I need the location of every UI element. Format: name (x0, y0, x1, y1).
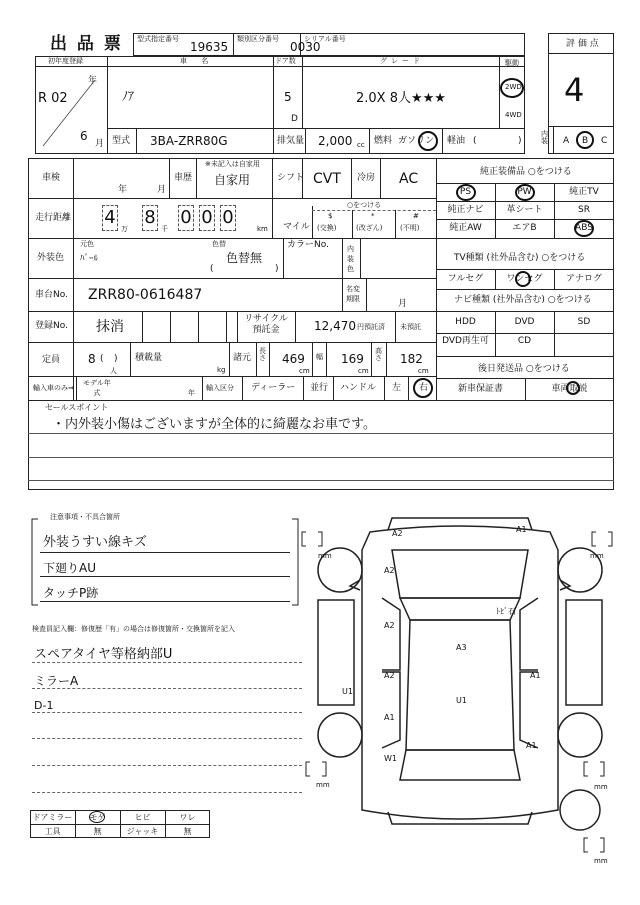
eval-score: 4 (564, 71, 585, 109)
name-change-label: 名変期限 (346, 285, 360, 303)
damage-mark: A2 (384, 566, 395, 575)
mm-label: mm (318, 552, 332, 560)
first-reg-slash (35, 66, 107, 154)
color-no-label: カラーNo. (287, 240, 329, 250)
chassis-value: ZRR80-0616487 (88, 287, 203, 303)
mileage-digit-4: 0 (199, 205, 215, 231)
mileage-km: km (257, 225, 268, 233)
tv-item: ワンセグ (506, 274, 543, 284)
after-item: 車両取説 (551, 384, 588, 394)
mileage-dollar: $ (328, 212, 333, 220)
mileage-hash: # (413, 212, 419, 220)
interior-c: C (601, 136, 608, 146)
parallel-option: 並行 (310, 383, 329, 393)
model-cert-no: 19635 (190, 40, 229, 54)
eval-label: 評 価 点 (566, 39, 599, 49)
damage-mark: U1 (456, 696, 467, 705)
load-kg: kg (217, 366, 226, 374)
equip-title: 純正装備品 ○をつける (480, 167, 572, 177)
width-cm: cm (358, 367, 369, 375)
inspector-title: 検査員記入欄：修復歴「有」の場合は修復箇所・交換箇所を記入 (32, 625, 235, 633)
mileage-man: 万 (121, 225, 128, 233)
nav-item: CD (517, 336, 532, 346)
equip-item: エアB (512, 223, 537, 233)
equip-circle (515, 184, 535, 201)
color-label: 外装色 (37, 253, 65, 263)
history-label: 車歴 (174, 173, 193, 183)
recycle-paid: 預託済 (364, 323, 385, 331)
damage-mark: U1 (342, 687, 353, 696)
capacity-unit: 人 (110, 367, 117, 375)
mileage-digit-3: 0 (178, 205, 194, 231)
damage-mark: A2 (384, 621, 395, 630)
fuel-circle (418, 131, 438, 151)
first-reg-month: 6 (80, 129, 88, 143)
model-year-suffix: 年 (188, 389, 195, 397)
length-value: 469 (282, 352, 305, 366)
model-cert-label: 型式指定番号 (137, 35, 179, 43)
height-label: 高さ (375, 347, 382, 362)
inspector-line-2: ミラーA (34, 674, 79, 688)
note-line-3: タッチP跡 (43, 586, 99, 600)
tv-item: フルセグ (447, 274, 484, 284)
type-label: 型式 (112, 136, 131, 146)
nav-item: DVD (514, 317, 535, 327)
diesel-label: 軽油 (447, 136, 466, 146)
tool-cell: ジャッキ (126, 827, 159, 836)
mileage-circle-note: ○をつける (347, 201, 382, 209)
orig-color-value: ﾊﾟｰﾙ (80, 254, 99, 264)
tv-circle (515, 271, 531, 287)
equip-item: ABS (575, 223, 593, 233)
interior-a: A (563, 136, 570, 146)
mirror-cell: ヒビ (134, 813, 151, 822)
width-label: 幅 (316, 353, 323, 361)
damage-mark: A1 (526, 741, 537, 750)
shift-label: シフト (277, 173, 305, 183)
equip-item: 純正AW (449, 223, 482, 233)
recycle-unpaid: 未預託 (400, 323, 421, 331)
handle-label: ハンドル (340, 383, 377, 393)
equip-item: 純正TV (569, 187, 599, 197)
interior-color-label: 内装色 (347, 245, 354, 273)
car-name: ﾉｱ (122, 89, 135, 103)
shaken-month: 月 (157, 185, 167, 195)
capacity-paren-open: ( (100, 354, 104, 364)
interior-label: 内装 (541, 130, 548, 145)
fuel-label: 燃料 (374, 136, 393, 146)
reg-value: 抹消 (96, 319, 124, 335)
equip-item: PS (459, 187, 472, 197)
doors-label: ドア数 (275, 57, 296, 65)
diesel-paren-close: ) (518, 136, 522, 146)
mm-label: mm (316, 781, 330, 789)
diesel-paren-open: ( (473, 136, 477, 146)
recycle-value: 12,470 (314, 319, 356, 333)
drive-2wd: 2WD (505, 83, 522, 91)
recycle-label: リサイクル預託金 (244, 314, 288, 335)
equip-circle (574, 220, 594, 237)
car-name-label: 車 名 (180, 57, 215, 65)
mileage-digit-5: 0 (220, 205, 236, 231)
damage-mark: W1 (384, 754, 397, 763)
first-reg-year-suffix: 年 (88, 76, 98, 86)
load-label: 積載量 (135, 353, 163, 363)
tool-cell: 無 (183, 827, 192, 836)
after-item: 新車保証書 (457, 384, 503, 394)
history-note: ※未記入は自家用 (205, 160, 260, 168)
equip-item: PW (517, 187, 532, 197)
orig-color-label: 元色 (80, 240, 94, 248)
grade-value: 2.0X 8人★★★ (356, 91, 446, 106)
nav-item: SD (577, 317, 591, 327)
type-value: 3BA-ZRR80G (150, 134, 228, 148)
handle-right: 右 (419, 383, 429, 393)
width-value: 169 (341, 352, 364, 366)
note-line-2: 下廻りAU (43, 561, 96, 575)
mirror-cell: モゲ (89, 813, 106, 822)
sales-label: セールスポイント (45, 403, 109, 412)
nav-item: DVD再生可 (442, 336, 489, 346)
chassis-label: 車台No. (35, 290, 68, 300)
drive-label: 駆動 (505, 59, 519, 67)
shaken-label: 車検 (42, 173, 61, 183)
inspector-line-3: D-1 (34, 699, 54, 712)
displacement-value: 2,000 (318, 134, 353, 148)
class-label: 類別区分番号 (237, 35, 279, 43)
mirror-cell: ワレ (179, 813, 196, 822)
displacement-label: 排気量 (277, 136, 305, 146)
mirror-circle (89, 811, 105, 823)
interior-b: B (582, 136, 589, 146)
shaken-year: 年 (118, 185, 128, 195)
fuel-gasoline: ガソリン (398, 136, 435, 146)
form-title: 出 品 票 (50, 34, 123, 54)
damage-mark: A2 (392, 529, 403, 538)
mile-label: マイル (283, 222, 310, 232)
tool-cell: 工具 (44, 827, 61, 836)
height-value: 182 (400, 352, 423, 366)
mileage-unknown: (不明) (400, 224, 420, 232)
damage-mark: A1 (384, 713, 395, 722)
height-cm: cm (418, 367, 429, 375)
handle-right-circle (413, 378, 433, 398)
repaint-paren-open: ( (210, 264, 214, 274)
damage-mark: A1 (530, 671, 541, 680)
first-reg-year: R 02 (38, 91, 68, 106)
after-title: 後日発送品 ○をつける (478, 364, 570, 374)
capacity-label: 定員 (42, 355, 61, 365)
sales-text: ・内外装小傷はございますが全体的に綺麗なお車です。 (52, 417, 376, 432)
class-no: 0030 (290, 40, 321, 54)
doors-value: 5 (284, 90, 292, 104)
damage-mark: A3 (456, 643, 467, 652)
damage-mark: A2 (384, 671, 395, 680)
import-label: 輸入車のみ⇒ (33, 384, 74, 392)
mirror-cell: ドアミラー (32, 813, 73, 822)
tool-cell: 無 (93, 827, 102, 836)
serial-label: シリアル番号 (304, 35, 346, 43)
equip-item: SR (578, 205, 590, 215)
model-year-label: モデル年式 (83, 379, 111, 397)
repaint-label: 色替 (212, 240, 226, 248)
ac-value: AC (399, 171, 419, 187)
mm-label: mm (594, 857, 608, 865)
history-value: 自家用 (214, 173, 251, 187)
tv-title: TV種類 (社外品含む) ○をつける (454, 253, 586, 263)
nav-title: ナビ種類 (社外品含む) ○をつける (454, 295, 592, 305)
dealer-option: ディーラー (251, 383, 296, 393)
recycle-unit: 円 (357, 323, 364, 331)
shift-value: CVT (313, 171, 341, 187)
mileage-digit-1: 4 (102, 205, 118, 231)
length-cm: cm (299, 367, 310, 375)
import-class-label: 輸入区分 (206, 384, 234, 392)
drive-2wd-circle (500, 78, 524, 98)
equip-circle (456, 184, 476, 201)
cc-unit: cc (357, 141, 365, 149)
damage-mark: ﾄﾋﾞ石 (496, 607, 516, 616)
ac-label: 冷房 (357, 173, 376, 183)
equip-item: 純正ナビ (447, 205, 484, 215)
capacity-value: 8 (88, 352, 96, 366)
length-label: 長さ (259, 347, 266, 362)
capacity-paren-close: ) (114, 354, 118, 364)
damage-mark: A1 (516, 525, 527, 534)
equip-item: 革シート (506, 205, 543, 215)
nav-item: HDD (455, 317, 476, 327)
dims-label: 諸元 (233, 353, 252, 363)
mm-label: mm (590, 552, 604, 560)
mileage-exchange: (交換) (317, 224, 337, 232)
repaint-value: 色替無 (226, 251, 263, 265)
repaint-paren-close: ) (275, 264, 279, 274)
inspector-line-1: スペアタイヤ等格納部U (34, 647, 173, 662)
note-line-1: 外装うすい線キズ (43, 535, 147, 550)
mileage-sen: 千 (161, 225, 168, 233)
after-circle (566, 381, 580, 395)
name-change-month: 月 (398, 299, 408, 309)
notes-title: 注意事項・不具合箇所 (50, 513, 120, 521)
interior-b-circle (576, 131, 594, 149)
mileage-star: * (371, 212, 375, 220)
drive-4wd: 4WD (505, 111, 522, 119)
doors-suffix: D (291, 114, 298, 124)
handle-left: 左 (392, 383, 402, 393)
first-reg-month-suffix: 月 (95, 139, 105, 149)
mileage-label: 走行距離 (35, 213, 72, 223)
mm-label: mm (594, 783, 608, 791)
first-reg-label: 初年度登録 (48, 57, 83, 65)
grade-label: グレード (380, 57, 424, 65)
mileage-modified: (改ざん) (356, 224, 383, 232)
tv-item: アナログ (565, 274, 602, 284)
reg-label: 登録No. (35, 321, 68, 331)
mileage-digit-2: 8 (142, 205, 158, 231)
